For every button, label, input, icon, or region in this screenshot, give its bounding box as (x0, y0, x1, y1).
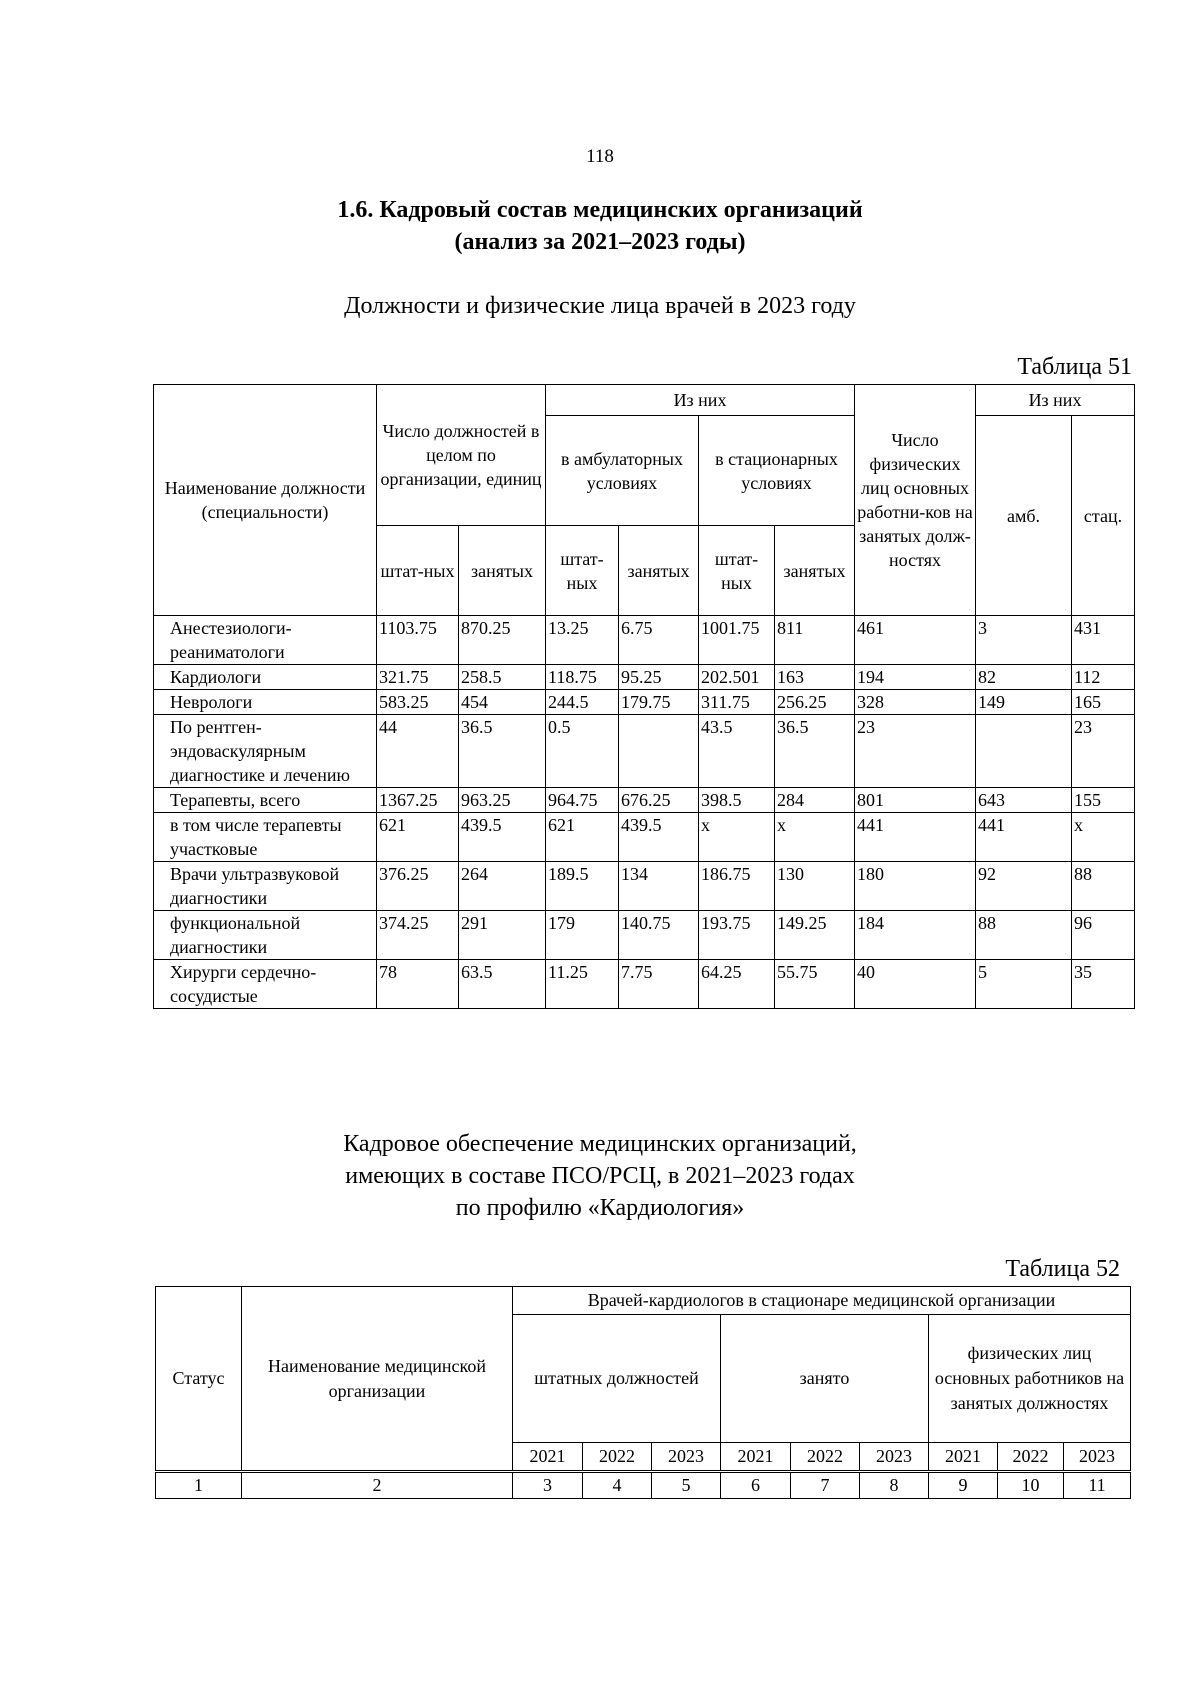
header-amb: амб. (976, 416, 1072, 616)
table-cell: 431 (1072, 616, 1135, 665)
table-cell: 1367.25 (377, 788, 459, 813)
header-staff-stac: штат-ных (699, 526, 775, 616)
table-cell: 964.75 (546, 788, 619, 813)
column-number: 10 (998, 1472, 1064, 1499)
column-number: 7 (791, 1472, 860, 1499)
table-cell: 621 (546, 813, 619, 862)
table-cell: 82 (976, 665, 1072, 690)
header-cardiologists: Врачей-кардиологов в стационаре медицинской организации (513, 1287, 1131, 1315)
table-cell: 40 (855, 960, 976, 1009)
table-cell: 1103.75 (377, 616, 459, 665)
header-occupied-stac: занятых (775, 526, 855, 616)
table-row (154, 960, 1135, 1009)
table-cell: 92 (976, 862, 1072, 911)
column-number: 2 (242, 1472, 513, 1499)
table-row (154, 788, 1135, 813)
header-occupied-total: занятых (459, 526, 546, 616)
table-row (154, 616, 1135, 665)
table-cell: 374.25 (377, 911, 459, 960)
table-cell: 193.75 (699, 911, 775, 960)
table-cell: 244.5 (546, 690, 619, 715)
table-cell: 202.501 (699, 665, 775, 690)
table-cell: 194 (855, 665, 976, 690)
header-physical-persons: Число физических лиц основных работни-ков на занятых долж-ностях (855, 385, 976, 616)
table-row (154, 690, 1135, 715)
header-stationary: в стационарных условиях (699, 416, 855, 526)
header-of-them-2: Из них (976, 385, 1135, 416)
table51-subtitle: Должности и физические лица врачей в 2023 году (344, 293, 856, 319)
header-occupied-amb: занятых (619, 526, 699, 616)
table-cell: 88 (1072, 862, 1135, 911)
table-cell: 130 (775, 862, 855, 911)
table-cell: x (1072, 813, 1135, 862)
table-cell (619, 715, 699, 788)
table-row (154, 813, 1135, 862)
table52-subtitle (0, 1128, 1200, 1224)
table-cell: 6.75 (619, 616, 699, 665)
section-title (0, 194, 1200, 258)
table-cell: 963.25 (459, 788, 546, 813)
column-number: 8 (860, 1472, 929, 1499)
table-cell: 180 (855, 862, 976, 911)
header-staff-total: штат-ных (377, 526, 459, 616)
table-cell: 328 (855, 690, 976, 715)
table-cell: 36.5 (775, 715, 855, 788)
header-staff-positions: штатных должностей (513, 1315, 721, 1443)
table-cell: 23 (1072, 715, 1135, 788)
row-label: в том числе терапевты участковые (154, 813, 377, 862)
table-cell: 35 (1072, 960, 1135, 1009)
row-label: Врачи ультразвуковой диагностики (154, 862, 377, 911)
table-cell: 179 (546, 911, 619, 960)
header-org-name: Наименование медицинской организации (242, 1287, 513, 1472)
table-cell: 78 (377, 960, 459, 1009)
table-cell: 801 (855, 788, 976, 813)
table-cell: 376.25 (377, 862, 459, 911)
table-cell: 134 (619, 862, 699, 911)
header-year: 2021 (929, 1443, 998, 1472)
table-cell: 149.25 (775, 911, 855, 960)
table-cell: 64.25 (699, 960, 775, 1009)
table-cell: 321.75 (377, 665, 459, 690)
column-number: 11 (1064, 1472, 1131, 1499)
table-cell: 439.5 (619, 813, 699, 862)
row-label: Неврологи (154, 690, 377, 715)
table-cell: 311.75 (699, 690, 775, 715)
table-cell: 55.75 (775, 960, 855, 1009)
header-stac: стац. (1072, 416, 1135, 616)
table51-label: Таблица 51 (1017, 354, 1132, 380)
table-cell: 676.25 (619, 788, 699, 813)
table-cell: 163 (775, 665, 855, 690)
table-cell: 441 (855, 813, 976, 862)
table-cell: 5 (976, 960, 1072, 1009)
table-cell: 140.75 (619, 911, 699, 960)
table-cell: 36.5 (459, 715, 546, 788)
row-label: Анестезиологи-реаниматологи (154, 616, 377, 665)
table-cell: 165 (1072, 690, 1135, 715)
header-occupied: занято (721, 1315, 929, 1443)
table-cell: 149 (976, 690, 1072, 715)
header-of-them: Из них (546, 385, 855, 416)
row-label: По рентген-эндоваскулярным диагностике и лечению (154, 715, 377, 788)
table-cell: 454 (459, 690, 546, 715)
table-cell: 291 (459, 911, 546, 960)
header-year: 2022 (998, 1443, 1064, 1472)
table-cell: 63.5 (459, 960, 546, 1009)
header-total-positions: Число должностей в целом по организации, единиц (377, 385, 546, 526)
table-row (154, 862, 1135, 911)
table-cell: 189.5 (546, 862, 619, 911)
table-row (154, 715, 1135, 788)
header-year: 2022 (791, 1443, 860, 1472)
header-physical: физических лиц основных работников на занятых должностях (929, 1315, 1131, 1443)
table-cell: 118.75 (546, 665, 619, 690)
column-number: 4 (583, 1472, 652, 1499)
table-cell: 179.75 (619, 690, 699, 715)
row-label: Кардиологи (154, 665, 377, 690)
table-cell: 96 (1072, 911, 1135, 960)
table-cell: 398.5 (699, 788, 775, 813)
table52-subtitle-line-3: по профилю «Кардиология» (455, 1195, 745, 1221)
table-cell: 258.5 (459, 665, 546, 690)
table-52 (155, 1286, 1131, 1499)
table-cell: x (775, 813, 855, 862)
table-cell: 583.25 (377, 690, 459, 715)
table-cell: 264 (459, 862, 546, 911)
table52-subtitle-line-2: имеющих в составе ПСО/РСЦ, в 2021–2023 годах (345, 1163, 855, 1189)
header-year: 2023 (1064, 1443, 1131, 1472)
table-cell: 461 (855, 616, 976, 665)
table-cell: 439.5 (459, 813, 546, 862)
column-number: 1 (156, 1472, 242, 1499)
table-cell: 155 (1072, 788, 1135, 813)
row-label: Хирурги сердечно-сосудистые (154, 960, 377, 1009)
column-number: 9 (929, 1472, 998, 1499)
table-cell: 284 (775, 788, 855, 813)
table-51 (153, 384, 1135, 1009)
column-number: 6 (721, 1472, 791, 1499)
table-cell: 88 (976, 911, 1072, 960)
header-year: 2021 (721, 1443, 791, 1472)
table-cell: 112 (1072, 665, 1135, 690)
header-status: Статус (156, 1287, 242, 1472)
section-title-line-1: 1.6. Кадровый состав медицинских организаций (337, 197, 863, 223)
table-cell: 811 (775, 616, 855, 665)
table-cell: 1001.75 (699, 616, 775, 665)
table-cell: 870.25 (459, 616, 546, 665)
row-label: Терапевты, всего (154, 788, 377, 813)
table-cell: 3 (976, 616, 1072, 665)
table-cell: 95.25 (619, 665, 699, 690)
table-cell: 0.5 (546, 715, 619, 788)
section-title-line-2: (анализ за 2021–2023 годы) (454, 229, 746, 255)
page-number: 118 (586, 146, 614, 167)
table-row (154, 911, 1135, 960)
table-cell: x (699, 813, 775, 862)
table-cell: 621 (377, 813, 459, 862)
column-number: 3 (513, 1472, 583, 1499)
table52-subtitle-line-1: Кадровое обеспечение медицинских организаций, (343, 1131, 857, 1157)
table-cell: 13.25 (546, 616, 619, 665)
table-cell: 256.25 (775, 690, 855, 715)
table-cell: 186.75 (699, 862, 775, 911)
table52-label: Таблица 52 (1005, 1256, 1120, 1282)
header-staff-amb: штат-ных (546, 526, 619, 616)
table-cell: 44 (377, 715, 459, 788)
table-cell: 643 (976, 788, 1072, 813)
header-name: Наименование должности (специальности) (154, 385, 377, 616)
table-cell: 184 (855, 911, 976, 960)
table-cell (976, 715, 1072, 788)
table-cell: 23 (855, 715, 976, 788)
column-number: 5 (652, 1472, 721, 1499)
table-cell: 11.25 (546, 960, 619, 1009)
table-row (154, 665, 1135, 690)
header-year: 2023 (860, 1443, 929, 1472)
table-cell: 7.75 (619, 960, 699, 1009)
header-year: 2022 (583, 1443, 652, 1472)
header-year: 2023 (652, 1443, 721, 1472)
header-ambulatory: в амбулаторных условиях (546, 416, 699, 526)
row-label: функциональной диагностики (154, 911, 377, 960)
table-cell: 441 (976, 813, 1072, 862)
header-year: 2021 (513, 1443, 583, 1472)
table-cell: 43.5 (699, 715, 775, 788)
